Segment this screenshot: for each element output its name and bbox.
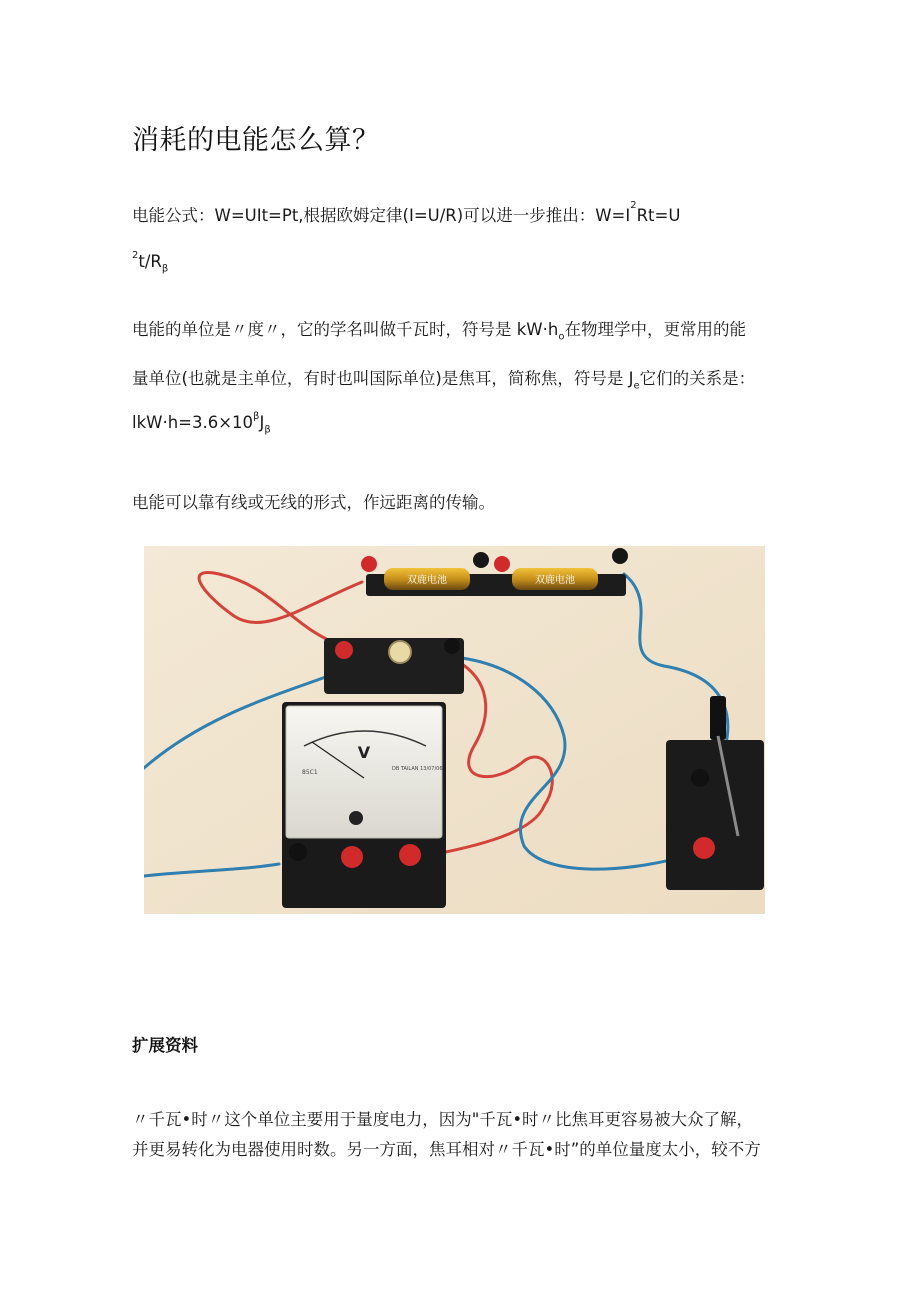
battery-label: 双鹿电池 [407, 575, 447, 586]
red-terminal [335, 641, 353, 659]
bulb [389, 641, 411, 663]
extended-paragraph-line-1: 〃千瓦•时〃这个单位主要用于量度电力，因为"千瓦•时〃比焦耳更容易被大众了解， [132, 1110, 754, 1129]
meter-small-label: DB TAILAN 13/07/06 [392, 766, 443, 772]
black-terminal [444, 638, 460, 654]
red-terminal [341, 846, 363, 868]
formula-line-1 [132, 202, 680, 226]
subscript: β [161, 263, 169, 275]
subscript: β [264, 424, 271, 436]
voltmeter [282, 702, 446, 908]
unit-paragraph-line-1 [132, 316, 746, 342]
black-terminal [289, 843, 307, 861]
formula-text-end: Rt=U [636, 206, 681, 225]
red-terminal [361, 556, 377, 572]
unit-paragraph-line-2 [132, 365, 755, 391]
red-terminal [399, 844, 421, 866]
text-end: 在物理学中，更常用的能 [564, 320, 746, 339]
black-terminal [691, 769, 709, 787]
extended-info-heading: 扩展资料 [132, 1036, 198, 1055]
extended-paragraph-line-2: 并更易转化为电器使用时数。另一方面，焦耳相对〃千瓦•时”的单位量度太小，较不方 [132, 1140, 761, 1159]
exponent: β [253, 411, 260, 422]
text-end: 它们的关系是： [639, 369, 756, 388]
formula-text: t/R [138, 252, 162, 271]
exponent: 2 [630, 200, 637, 211]
red-terminal [693, 837, 715, 859]
subscript: e [633, 380, 640, 392]
meter-small-label: 85C1 [302, 769, 318, 776]
text: 量单位(也就是主单位，有时也叫国际单位)是焦耳，简称焦，符号是 J [132, 369, 634, 388]
black-terminal [473, 552, 489, 568]
text-end: J [259, 413, 265, 432]
battery-label: 双鹿电池 [535, 575, 575, 586]
page-title: 消耗的电能怎么算？ [132, 125, 380, 156]
text: 电能的单位是〃度〃，它的学名叫做千瓦时，符号是 kW·h [132, 320, 559, 339]
formula-line-2 [132, 252, 168, 274]
circuit-photo [144, 546, 765, 914]
subscript: o [558, 331, 565, 343]
bulb-holder [324, 638, 464, 694]
formula-text: 电能公式：W=UIt=Pt,根据欧姆定律(I=U/R)可以进一步推出：W=I [132, 206, 631, 225]
zero-adjust-knob [349, 811, 363, 825]
text: lkW·h=3.6×10 [132, 413, 254, 432]
red-terminal [494, 556, 510, 572]
switch-handle [710, 696, 726, 740]
exponent: 2 [132, 250, 139, 261]
meter-symbol: V [357, 743, 371, 762]
black-terminal [612, 548, 628, 564]
unit-paragraph-line-3 [132, 413, 271, 435]
transmission-paragraph: 电能可以靠有线或无线的形式，作远距离的传输。 [132, 493, 495, 512]
